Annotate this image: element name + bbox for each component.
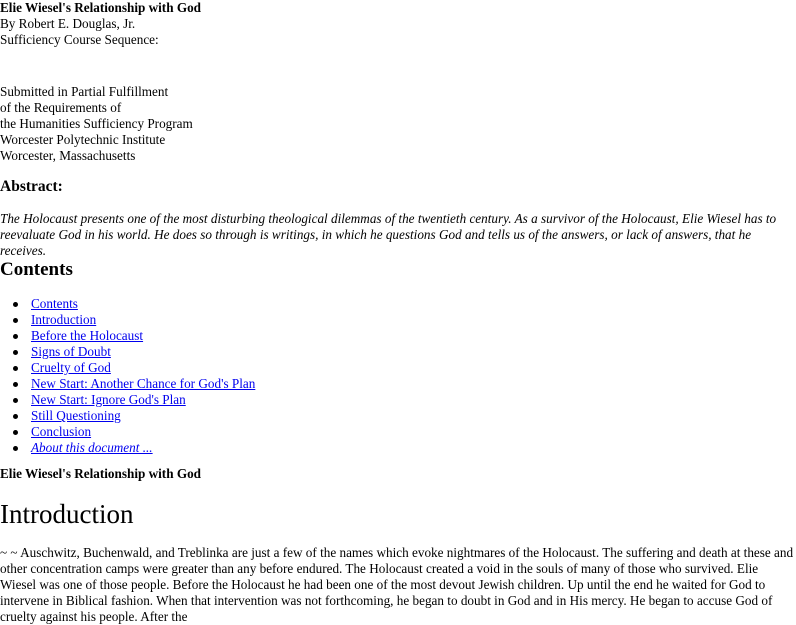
document-title: Elie Wiesel's Relationship with God: [0, 0, 202, 15]
course-sequence: Sufficiency Course Sequence:: [0, 32, 159, 47]
section-title: Elie Wiesel's Relationship with God: [0, 466, 202, 481]
submission-line: of the Requirements of: [0, 100, 122, 115]
submission-line: Worcester, Massachusetts: [0, 148, 136, 163]
document-header: [0, 0, 201, 48]
abstract-text: The Holocaust presents one of the most disturbing theological dilemmas of the twentieth century. As a survivor of the Holocaust, Elie Wiesel has to reevaluate God in his world. He does so through is writings, in which he questions God and tells us of the answers, or lack of answers, that he receives.: [0, 211, 777, 258]
toc-link-conclusion[interactable]: Conclusion: [31, 424, 92, 439]
toc-item: [31, 440, 255, 456]
toc-link-ignore-gods-plan[interactable]: New Start: Ignore God's Plan: [31, 392, 186, 407]
toc-item: [31, 408, 255, 424]
toc-item: [31, 344, 255, 360]
toc-link-signs-of-doubt[interactable]: Signs of Doubt: [31, 344, 111, 359]
toc-item: [31, 376, 255, 392]
abstract-heading: Abstract:: [0, 178, 63, 195]
toc-link-still-questioning[interactable]: Still Questioning: [31, 408, 121, 423]
toc-item: [31, 296, 255, 312]
toc-item: [31, 392, 255, 408]
table-of-contents: [0, 296, 255, 456]
author: By Robert E. Douglas, Jr.: [0, 16, 136, 31]
introduction-heading: Introduction: [0, 499, 134, 529]
submission-line: Submitted in Partial Fulfillment: [0, 84, 169, 99]
toc-item: [31, 360, 255, 376]
toc-item: [31, 424, 255, 440]
toc-item: [31, 328, 255, 344]
introduction-text: ~ ~ Auschwitz, Buchenwald, and Treblinka are just a few of the names which evoke nightmares of the Holocaust. The suffering and death at these and other concentration camps were greater than any before endured. The Holocaust created a void in the souls of many of those who survived. Elie Wiesel was one of those people. Before the Holocaust he had been one of the most devout Jewish children. Up until the end he waited for God to intervene in Biblical fashion. When that intervention was not forthcoming, he began to doubt in God and in His mercy. He began to accuse God of cruelty against his people. After the: [0, 545, 794, 624]
toc-link-before-the-holocaust[interactable]: Before the Holocaust: [31, 328, 144, 343]
submission-line: Worcester Polytechnic Institute: [0, 132, 166, 147]
toc-link-about[interactable]: About this document ...: [31, 440, 153, 455]
toc-link-another-chance[interactable]: New Start: Another Chance for God's Plan: [31, 376, 256, 391]
submission-line: the Humanities Sufficiency Program: [0, 116, 193, 131]
toc-link-contents[interactable]: Contents: [31, 296, 78, 311]
toc-link-cruelty-of-god[interactable]: Cruelty of God: [31, 360, 111, 375]
contents-heading: Contents: [0, 259, 73, 280]
toc-item: [31, 312, 255, 328]
toc-link-introduction[interactable]: Introduction: [31, 312, 97, 327]
submission-block: [0, 84, 193, 164]
